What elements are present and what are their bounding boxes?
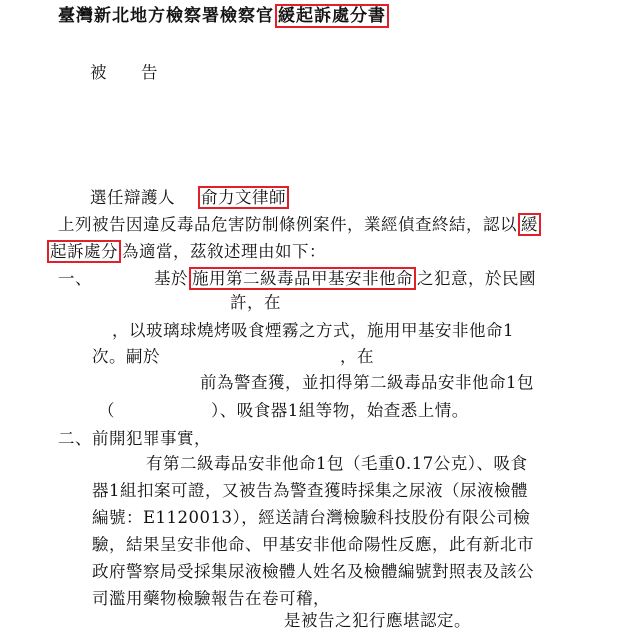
section-1-line-6 xyxy=(98,400,469,422)
section-1-line-6b: ）、吸食器1組等物，始查悉上情。 xyxy=(211,401,469,420)
section-1-line-3: ，以玻璃球燒烤吸食煙霧之方式，施用甲基安非他命1 xyxy=(112,321,514,340)
counsel-label: 選任辯護人 xyxy=(90,188,175,207)
section-1-line-1 xyxy=(58,268,536,290)
section-1-highlight: 施用第二級毒品甲基安非他命 xyxy=(189,267,416,290)
intro-line-2 xyxy=(46,241,326,263)
counsel-row xyxy=(90,187,290,209)
section-2-line-4: 編號：E1120013），經送請台灣檢驗科技股份有限公司檢 xyxy=(92,508,531,527)
section-1-tail: 之犯意，於民國 xyxy=(417,269,536,288)
section-1-line-6a: （ xyxy=(98,401,115,420)
section-1-line-4 xyxy=(92,346,374,368)
section-1-line-5: 前為警查獲，並扣得第二級毒品安非他命1包 xyxy=(200,373,534,392)
doc-type-highlight: 緩起訴處分書 xyxy=(275,4,389,28)
counsel-name-highlight: 俞力文律師 xyxy=(198,186,289,209)
section-2-line-5: 驗，結果呈安非他命、甲基安非他命陽性反應，此有新北市 xyxy=(92,535,534,554)
section-1-lead: 基於 xyxy=(154,269,188,288)
document-title xyxy=(58,5,390,27)
intro-highlight-a: 緩 xyxy=(518,213,541,236)
section-2-line-2: 有第二級毒品安非他命1包（毛重0.17公克）、吸食 xyxy=(146,454,528,473)
section-2-head: 前開犯罪事實， xyxy=(92,429,211,448)
section-2-line-3: 器1組扣案可證，又被告為警查獲時採集之尿液（尿液檢體 xyxy=(92,481,528,500)
intro-highlight-b: 起訴處分 xyxy=(47,240,121,263)
section-2-line-6: 政府警察局受採集尿液檢體人姓名及檢體編號對照表及該公 xyxy=(92,562,534,581)
section-2-line-1 xyxy=(58,428,211,450)
intro-suffix: 為適當，茲敘述理由如下： xyxy=(122,242,326,261)
section-2-line-7: 司濫用藥物檢驗報告在卷可稽， xyxy=(92,589,330,608)
intro-line-1 xyxy=(58,214,542,236)
intro-prefix: 上列被告因違反毒品危害防制條例案件，業經偵查終結，認以 xyxy=(58,215,517,234)
section-1-number: 一、 xyxy=(58,269,92,288)
section-2-number: 二、 xyxy=(58,429,92,448)
section-1-line-4a: 次。嗣於 xyxy=(92,347,160,366)
defendant-label: 被 告 xyxy=(90,63,158,82)
section-2-line-8: 是被告之犯行應堪認定。 xyxy=(284,611,471,630)
section-1-line-4b: ，在 xyxy=(340,347,374,366)
section-1-line-2: 許，在 xyxy=(230,293,281,312)
agency-name: 臺灣新北地方檢察署檢察官 xyxy=(58,6,274,26)
